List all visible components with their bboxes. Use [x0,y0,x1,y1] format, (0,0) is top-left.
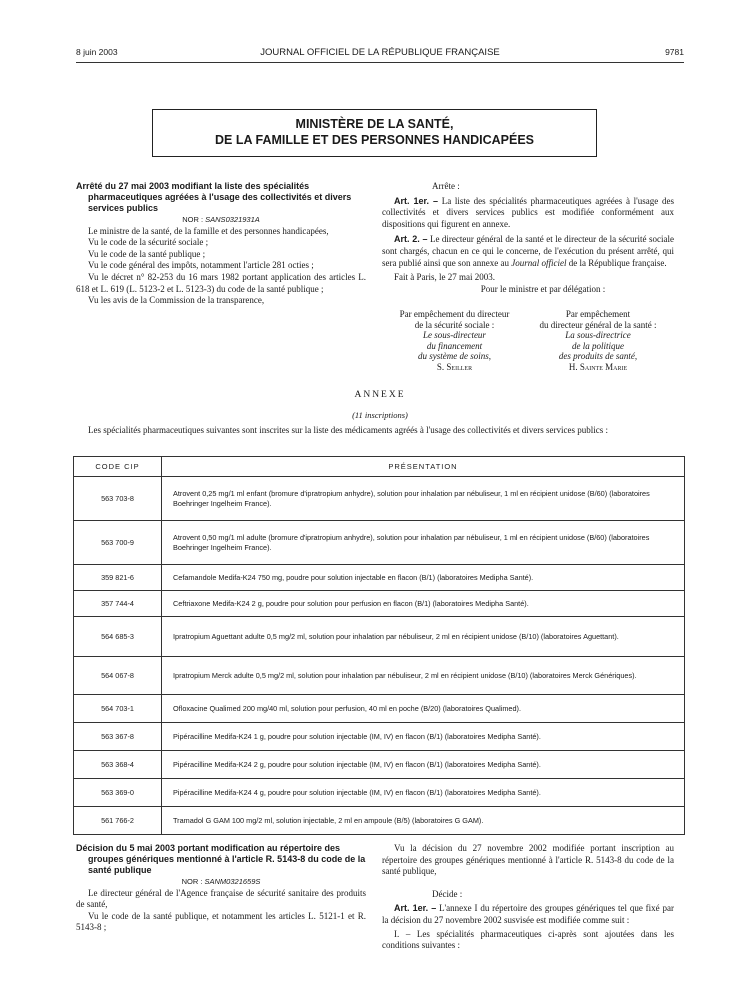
ministry-line-2: DE LA FAMILLE ET DES PERSONNES HANDICAPÉES [214,133,535,147]
table-row [74,617,685,657]
arrete-visa-1: Vu le code de la sécurité sociale ; [88,237,209,248]
table-row [74,565,685,591]
decision-right-column [382,843,674,952]
cip-code: 563 368-4 [74,751,162,779]
arrete-nor: NOR : SANS0321931A [182,215,260,224]
decision-left-column [76,843,366,934]
table-row [74,807,685,835]
arrete-label: Arrête : [432,181,460,191]
decision-visa-1: Vu le code de la santé publique, et notamment les articles L. 5121-1 et R. 5143-8 ; [76,910,366,933]
presentation: Tramadol G GAM 100 mg/2 ml, solution injectable, 2 ml en ampoule (B/5) (laboratoires G GAM). [162,807,685,835]
presentation: Ipratropium Aguettant adulte 0,5 mg/2 ml, solution pour inhalation par nébuliseur, 2 ml en récipient unidose (B/10) (laboratoires Aguettant). [162,617,685,657]
header-journal-title: JOURNAL OFFICIEL DE LA RÉPUBLIQUE FRANÇAISE [260,47,500,58]
decision-item-1: I. – Les spécialités pharmaceutiques ci-après sont ajoutées dans les conditions suivantes : [382,928,674,951]
cip-code: 563 700-9 [74,521,162,565]
cip-code: 564 703-1 [74,695,162,723]
arrete-intro: Le ministre de la santé, de la famille et des personnes handicapées, [88,225,329,236]
header-date: 8 juin 2003 [76,47,118,57]
table-header-row [74,457,685,477]
arrete-visa-4: Vu le décret n° 82-253 du 16 mars 1982 portant application des articles L. 618 et L. 619 (L. 5123-2 et L. 5123-3) du code de la santé publique ; [76,271,366,294]
annexe-title: ANNEXE [354,390,406,400]
arrete-left-column [76,181,366,307]
arrete-done-at: Fait à Paris, le 27 mai 2003. [394,272,495,283]
arrete-visa-5: Vu les avis de la Commission de la transparence, [88,295,265,306]
arrete-delegation: Pour le ministre et par délégation : [480,283,606,294]
decision-nor-value: SANM0321659S [204,877,261,886]
table-row [74,521,685,565]
presentation: Atrovent 0,50 mg/1 ml adulte (bromure d'ipratropium anhydre), solution pour inhalation par nébuliseur, 1 ml en récipient unidose (B/60) (laboratoires Boehringer Ingelheim France). [162,521,685,565]
presentation: Ipratropium Merck adulte 0,5 mg/2 ml, solution pour inhalation par nébuliseur, 2 ml en récipient unidose (B/10) (laboratoires Merck Génériques). [162,657,685,695]
annexe-subtitle: (11 inscriptions) [352,410,408,420]
decision-article-1: Art. 1er. – L'annexe I du répertoire des groupes génériques tel que fixé par la décision du 27 novembre 2002 susvisée est modifiée comme suit : [382,903,675,925]
cip-code: 564 067-8 [74,657,162,695]
table-row [74,477,685,521]
signature-right-name: H. Sainte Marie [568,361,628,372]
arrete-nor-value: SANS0321931A [205,215,260,224]
table-row [74,723,685,751]
header-page-number: 9781 [665,47,684,57]
ministry-box [152,109,597,157]
cip-code: 564 685-3 [74,617,162,657]
decision-visa-2: Vu la décision du 27 novembre 2002 modifiée portant inscription au répertoire des groupes génériques mentionné à l'article R. 5143-8 du code de la santé publique, [382,843,674,877]
cip-code: 563 703-8 [74,477,162,521]
signature-left: Par empêchement du directeur de la sécurité sociale : Le sous-directeur du financement du système de soins, S. Seiller [382,309,527,372]
table-row [74,779,685,807]
presentation: Atrovent 0,25 mg/1 ml enfant (bromure d'ipratropium anhydre), solution pour inhalation par nébuliseur, 1 ml en récipient unidose (B/60) (laboratoires Boehringer Ingelheim France). [162,477,685,521]
cip-code: 561 766-2 [74,807,162,835]
arrete-article-2: Art. 2. – Le directeur général de la santé et le directeur de la sécurité sociale sont chargés, chacun en ce qui le concerne, de l'exécution du présent arrêté, qui sera publié ainsi que son annexe au Journal officiel de la République française. [382,234,675,268]
presentation: Pipéracilline Medifa-K24 1 g, poudre pour solution injectable (IM, IV) en flacon (B/1) (laboratoires Medipha Santé). [162,723,685,751]
running-header [76,47,684,61]
arrete-title: Arrêté du 27 mai 2003 modifiant la liste des spécialités pharmaceutiques agréées à l'usage des collectivités et divers services publics [76,181,352,213]
decision-intro: Le directeur général de l'Agence française de sécurité sanitaire des produits de santé, [76,887,366,910]
decision-decide: Décide : [432,888,463,899]
presentation: Ofloxacine Qualimed 200 mg/40 ml, solution pour perfusion, 40 ml en poche (B/20) (laboratoires Qualimed). [162,695,685,723]
decision-nor: NOR : SANM0321659S [181,877,261,886]
arrete-visa-2: Vu le code de la santé publique ; [88,248,206,259]
decision-title: Décision du 5 mai 2003 portant modification au répertoire des groupes génériques mentionné à l'article R. 5143-8 du code de la santé publique [76,843,366,875]
table-row [74,695,685,723]
table-row [74,657,685,695]
cip-code: 359 821-6 [74,565,162,591]
annexe-intro: Les spécialités pharmaceutiques suivantes sont inscrites sur la liste des médicaments agréés à l'usage des collectivités et divers services publics : [88,425,608,435]
column-header-presentation: PRÉSENTATION [162,457,685,477]
presentation: Pipéracilline Medifa-K24 2 g, poudre pour solution injectable (IM, IV) en flacon (B/1) (laboratoires Medipha Santé). [162,751,685,779]
cip-code: 563 367-8 [74,723,162,751]
presentation: Pipéracilline Medifa-K24 4 g, poudre pour solution injectable (IM, IV) en flacon (B/1) (laboratoires Medipha Santé). [162,779,685,807]
annexe-table [73,456,685,835]
table-row [74,751,685,779]
presentation: Cefamandole Medifa-K24 750 mg, poudre pour solution injectable en flacon (B/1) (laboratoires Medipha Santé). [162,565,685,591]
cip-code: 563 369-0 [74,779,162,807]
ministry-line-1: MINISTÈRE DE LA SANTÉ, [295,117,454,131]
header-rule [76,62,684,63]
presentation: Ceftriaxone Medifa-K24 2 g, poudre pour solution pour perfusion en flacon (B/1) (laboratoires Medipha Santé). [162,591,685,617]
cip-code: 357 744-4 [74,591,162,617]
signature-right: Par empêchement du directeur général de la santé : La sous-directrice de la politique des produits de santé, H. Sainte Marie [522,309,674,372]
arrete-visa-3: Vu le code général des impôts, notamment l'article 281 octies ; [88,260,314,271]
signature-left-name: S. Seiller [436,361,473,372]
column-header-code: CODE CIP [74,457,162,477]
arrete-right-column [382,181,674,295]
table-row [74,591,685,617]
arrete-article-1: Art. 1er. – La liste des spécialités pharmaceutiques agréées à l'usage des collectivités et divers services publics est modifiée conformément aux dispositions qui figurent en annexe. [382,195,675,229]
